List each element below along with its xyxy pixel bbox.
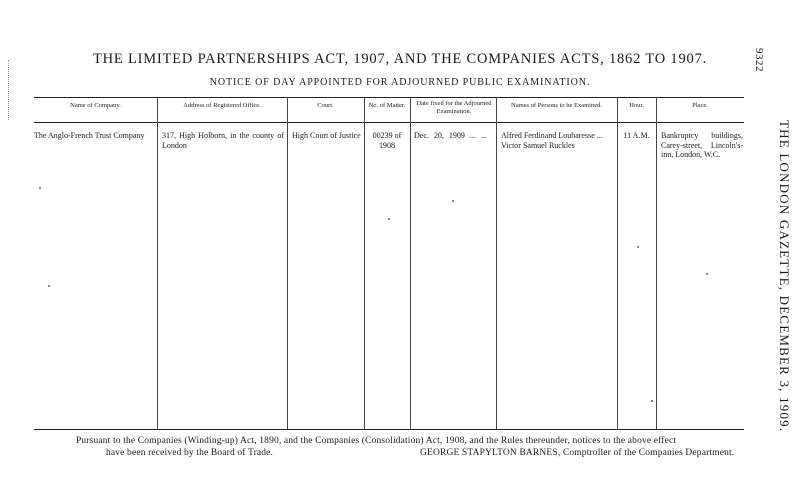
cell-address: 317, High Holborn, in the county of London	[162, 131, 284, 150]
column-rule	[617, 97, 618, 429]
header-hour: Hour.	[629, 102, 644, 109]
print-speck	[48, 285, 50, 287]
cell-court: High Court of Justice	[292, 131, 361, 140]
left-margin-marks	[8, 60, 15, 120]
header-persons: Names of Persons to be Examined.	[511, 102, 602, 109]
print-speck	[452, 200, 454, 202]
print-speck	[706, 273, 708, 275]
header-place: Place.	[692, 102, 708, 109]
column-rule	[157, 97, 158, 429]
column-rule	[410, 97, 411, 429]
header-rule	[34, 122, 744, 123]
cell-hour: 11 A.M.	[623, 131, 650, 140]
footer-board-of-trade: have been received by the Board of Trade.	[106, 448, 274, 458]
running-head: THE LONDON GAZETTE, DECEMBER 3, 1909.	[777, 120, 792, 433]
print-speck	[651, 400, 653, 402]
cell-person-1: Alfred Ferdinand Loubaresse ...	[501, 131, 603, 140]
cell-person-2: Victor Samuel Ruckles	[501, 140, 575, 150]
table-bottom-rule	[34, 429, 744, 430]
cell-matter: 00239 of 1908	[372, 131, 402, 150]
cell-place: Bankruptcy buildings, Carey-street, Lincoln's-inn, London, W.C.	[661, 131, 743, 159]
cell-date: Dec. 20, 1909 ... ...	[414, 131, 487, 140]
column-rule	[287, 97, 288, 429]
table-top-rule	[34, 97, 744, 98]
page-title: THE LIMITED PARTNERSHIPS ACT, 1907, AND THE COMPANIES ACTS, 1862 TO 1907.	[92, 51, 708, 67]
header-court: Court.	[317, 102, 334, 109]
footer-notice-line: Pursuant to the Companies (Winding-up) Act, 1890, and the Companies (Consolidation) Act, 1908, and the Rules thereunder, notices to the above effect	[76, 436, 677, 446]
column-rule	[496, 97, 497, 429]
header-matter: No. of Matter.	[368, 102, 406, 109]
print-speck	[637, 246, 639, 248]
footer-signature: GEORGE STAPYLTON BARNES, Comptroller of the Companies Department.	[420, 448, 735, 458]
cell-company: The Anglo-French Trust Company	[34, 131, 145, 140]
print-speck	[39, 187, 41, 189]
column-rule	[656, 97, 657, 429]
header-date: Date fixed for the Adjourned Examination.	[416, 100, 492, 115]
header-company: Name of Company.	[70, 102, 121, 109]
print-speck	[388, 218, 390, 220]
header-address: Address of Registered Office.	[183, 102, 261, 109]
page-number: 9322	[753, 48, 765, 72]
notice-subtitle: NOTICE OF DAY APPOINTED FOR ADJOURNED PUBLIC EXAMINATION.	[209, 77, 591, 88]
